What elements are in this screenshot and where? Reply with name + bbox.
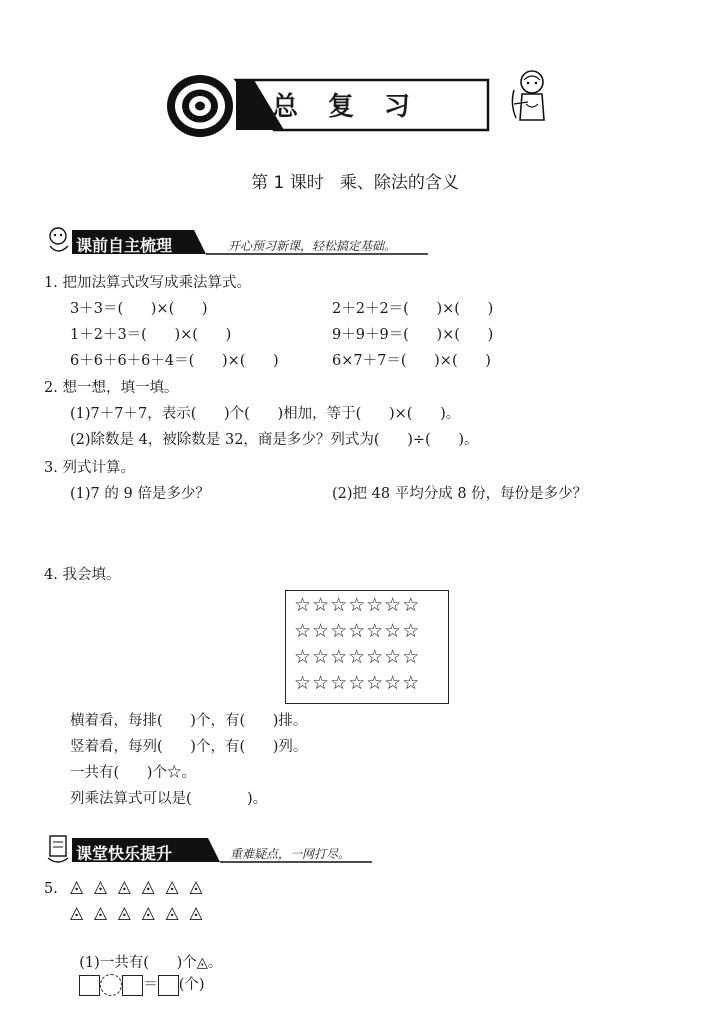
q5-part1-suffix: 。 bbox=[207, 955, 223, 971]
star-grid bbox=[285, 590, 449, 704]
q1-right-2: 9＋9＋9＝( )×( ) bbox=[332, 327, 494, 343]
q4-line-3: 一共有( )个☆。 bbox=[70, 765, 196, 781]
unit-label: (个) bbox=[178, 977, 205, 993]
answer-box[interactable] bbox=[79, 975, 100, 996]
old-man-archer-icon bbox=[508, 68, 552, 126]
q5-part1-prefix: (1)一共有( )个 bbox=[79, 955, 197, 971]
section-label-1: 课前自主梳理 bbox=[76, 236, 173, 255]
triangle-row-1: ◬ ◬ ◬ ◬ ◬ ◬ bbox=[70, 877, 203, 897]
q1-right-1: 2＋2＋2＝( )×( ) bbox=[332, 301, 494, 317]
q4-line-2: 竖着看，每列( )个，有( )列。 bbox=[70, 739, 308, 755]
star-row: ☆☆☆☆☆☆☆ bbox=[294, 646, 421, 668]
triangle-icon: ◬ bbox=[196, 955, 208, 971]
q1-left-2: 1＋2＋3＝( )×( ) bbox=[70, 327, 232, 343]
equals-sign: ＝ bbox=[143, 977, 158, 993]
chapter-title: 总复习 bbox=[272, 92, 441, 122]
star-row: ☆☆☆☆☆☆☆ bbox=[294, 620, 421, 642]
answer-box[interactable] bbox=[158, 975, 179, 996]
section-note-2: 重难疑点，一网打尽。 bbox=[230, 847, 351, 861]
q5-part1 bbox=[70, 930, 222, 996]
section-note-1: 开心预习新课，轻松搞定基础。 bbox=[228, 239, 397, 253]
q2-item-2: (2)除数是 4，被除数是 32，商是多少？列式为( )÷( )。 bbox=[70, 432, 479, 448]
q3-item-1: (1)7 的 9 倍是多少？ bbox=[70, 486, 210, 502]
q4-line-1: 横着看，每排( )个，有( )排。 bbox=[70, 713, 308, 729]
q3-item-2: (2)把 48 平均分成 8 份，每份是多少？ bbox=[332, 486, 588, 502]
star-row: ☆☆☆☆☆☆☆ bbox=[294, 672, 421, 694]
q2-item-1: (1)7＋7＋7，表示( )个( )相加，等于( )×( )。 bbox=[70, 406, 461, 422]
lesson-title: 第 1 课时 乘、除法的含义 bbox=[251, 173, 459, 193]
target-icon bbox=[164, 72, 236, 140]
section-label-2: 课堂快乐提升 bbox=[76, 844, 173, 863]
q4-line-4: 列乘法算式可以是( )。 bbox=[70, 791, 268, 807]
operator-circle[interactable] bbox=[100, 974, 122, 996]
q1-right-3: 6×7＋7＝( )×( ) bbox=[332, 353, 491, 369]
star-row: ☆☆☆☆☆☆☆ bbox=[294, 594, 421, 616]
triangle-row-2: ◬ ◬ ◬ ◬ ◬ ◬ bbox=[70, 903, 203, 923]
q1-title: 1. 把加法算式改写成乘法算式。 bbox=[44, 275, 251, 291]
answer-box[interactable] bbox=[122, 975, 143, 996]
q3-title: 3. 列式计算。 bbox=[44, 460, 135, 476]
q4-title: 4. 我会填。 bbox=[44, 567, 121, 583]
q1-left-3: 6＋6＋6＋6＋4＝( )×( ) bbox=[70, 353, 279, 369]
q2-title: 2. 想一想，填一填。 bbox=[44, 380, 179, 396]
q5-number: 5. bbox=[44, 881, 58, 897]
q1-left-1: 3＋3＝( )×( ) bbox=[70, 301, 208, 317]
